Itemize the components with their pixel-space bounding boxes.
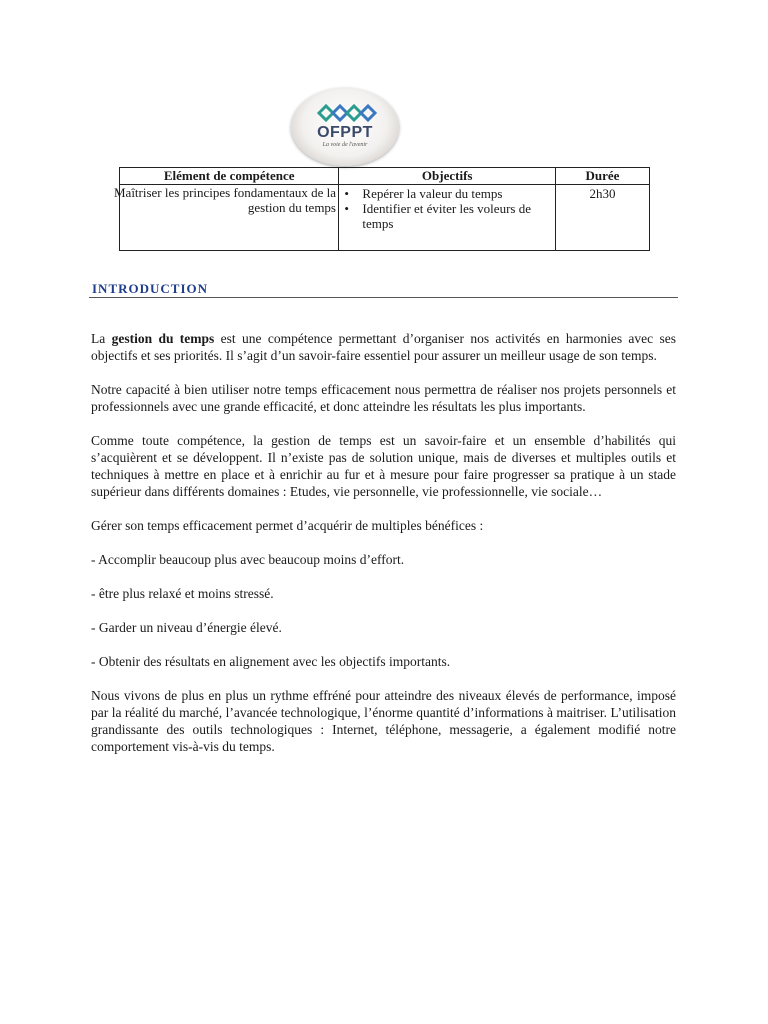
benefit-item: - Accomplir beaucoup plus avec beaucoup moins d’effort.: [91, 552, 405, 567]
table-row: [120, 185, 650, 251]
p1-rest: est une compétence permettant d’organiser nos activités en harmonies avec ses objectifs et ses priorités. Il s’agit d’un savoir-faire essentiel pour assurer un meilleur usage de son temps.: [91, 331, 676, 363]
p1-start: La: [91, 331, 112, 346]
objective-item: • Repérer la valeur du temps: [362, 186, 554, 201]
objective-item: • Identifier et éviter les voleurs de temps: [362, 201, 554, 231]
competence-table: [113, 167, 650, 251]
benefit-item: - Garder un niveau d’énergie élevé.: [91, 620, 282, 635]
element-text: Maîtriser les principes fondamentaux de la gestion du temps: [113, 185, 336, 215]
heading-divider: [89, 297, 678, 298]
logo-tagline: La voie de l'avenir: [322, 142, 368, 148]
table-header-row: [120, 168, 650, 185]
paragraph-2: Notre capacité à bien utiliser notre temps efficacement nous permettra de réaliser nos projets personnels et professionnels avec une grande efficacité, et donc atteindre les résultats les plus importants.: [91, 382, 676, 414]
paragraph-4: Gérer son temps efficacement permet d’acquérir de multiples bénéfices :: [91, 518, 484, 533]
benefit-item: - être plus relaxé et moins stressé.: [91, 586, 274, 601]
ofppt-emblem-icon: [313, 102, 377, 124]
cell-objectives: [339, 185, 556, 251]
section-heading: INTRODUCTION: [92, 281, 209, 296]
paragraph-1: [91, 330, 676, 364]
cell-element: [113, 185, 339, 251]
paragraph-5: Nous vivons de plus en plus un rythme effréné pour atteindre des niveaux élevés de performance, imposé par la réalité du marché, l’avancée technologique, l’énorme quantité d’informations à maitriser. L’utilisation grandissante des outils technologiques : Internet, téléphone, messagerie, a également modifié notre comportement vis-à-vis du temps.: [91, 688, 676, 754]
document-body: [91, 330, 676, 772]
p1-bold: gestion du temps: [111, 331, 215, 346]
logo-title: OFPPT: [317, 124, 373, 141]
header-objectives: Objectifs: [339, 168, 556, 185]
header-element: Elément de compétence: [120, 168, 339, 185]
ofppt-logo: [291, 88, 399, 166]
benefit-item: - Obtenir des résultats en alignement avec les objectifs importants.: [91, 654, 451, 669]
paragraph-3: Comme toute compétence, la gestion de temps est un savoir-faire et un ensemble d’habilités qui s’acquièrent et se développent. Il n’existe pas de solution unique, mais de diverses et multiples outils et techniques à mettre en place et à enrichir au fur et à mesure pour faire progresser sa pratique à un stade supérieur dans différents domaines : Etudes, vie personnelle, vie professionnelle, vie sociale…: [91, 433, 676, 499]
cell-duration: 2h30: [555, 185, 649, 251]
header-duration: Durée: [555, 168, 649, 185]
objectives-list: [340, 186, 554, 231]
